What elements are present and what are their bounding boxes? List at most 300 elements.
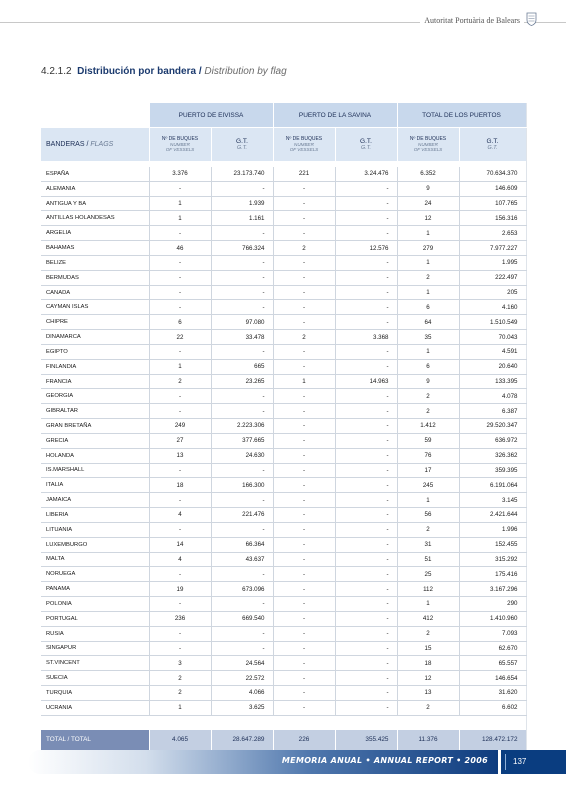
vessels-total: 1 xyxy=(397,344,459,359)
gt-eivissa: 2.223.306 xyxy=(211,419,273,434)
gt-total: 6.191.064 xyxy=(459,478,526,493)
flag-name: LIBERIA xyxy=(41,508,149,523)
flag-name: RUSIA xyxy=(41,626,149,641)
flag-name: ANTILLAS HOLANDESAS xyxy=(41,211,149,226)
vessels-total: 18 xyxy=(397,656,459,671)
vessels-total: 2 xyxy=(397,389,459,404)
flag-name: GRECIA xyxy=(41,433,149,448)
gt-total: 152.455 xyxy=(459,537,526,552)
gt-total: 315.292 xyxy=(459,552,526,567)
table-row xyxy=(41,255,526,270)
section-number: 4.2.1.2 xyxy=(41,66,72,77)
gt-savina: 14.963 xyxy=(335,374,397,389)
vessels-total: 279 xyxy=(397,241,459,256)
gt-total: 205 xyxy=(459,285,526,300)
table-row xyxy=(41,700,526,715)
gt-total: 31.620 xyxy=(459,685,526,700)
table-row xyxy=(41,448,526,463)
table-row xyxy=(41,270,526,285)
flag-name: GIBRALTAR xyxy=(41,404,149,419)
gt-total: 6.602 xyxy=(459,700,526,715)
flag-name: ARGELIA xyxy=(41,226,149,241)
gt-eivissa: - xyxy=(211,226,273,241)
vessels-savina: - xyxy=(273,508,335,523)
flag-name: CAYMAN ISLAS xyxy=(41,300,149,315)
gt-savina: - xyxy=(335,285,397,300)
table-row xyxy=(41,181,526,196)
vessels-savina: - xyxy=(273,478,335,493)
gt-savina: - xyxy=(335,685,397,700)
gt-savina: - xyxy=(335,270,397,285)
gt-eivissa: 24.630 xyxy=(211,448,273,463)
gt-eivissa: 3.625 xyxy=(211,700,273,715)
gt-total: 62.670 xyxy=(459,641,526,656)
vessels-eivissa: 1 xyxy=(149,211,211,226)
vessels-savina: - xyxy=(273,211,335,226)
col-num-label-en1: NUMBER xyxy=(170,142,190,148)
vessels-eivissa: 13 xyxy=(149,448,211,463)
flag-name: TURQUIA xyxy=(41,685,149,700)
gt-savina: 12.576 xyxy=(335,241,397,256)
flag-name: LITUANIA xyxy=(41,522,149,537)
gt-total: 1.510.549 xyxy=(459,315,526,330)
flag-name: ITALIA xyxy=(41,478,149,493)
col-gt-eivissa xyxy=(211,128,273,162)
gt-eivissa: 4.066 xyxy=(211,685,273,700)
gt-savina: - xyxy=(335,656,397,671)
col-gt-label: G.T. xyxy=(236,138,248,145)
table-row xyxy=(41,611,526,626)
vessels-savina: - xyxy=(273,448,335,463)
table-row xyxy=(41,167,526,181)
vessels-eivissa: - xyxy=(149,493,211,508)
vessels-eivissa: 6 xyxy=(149,315,211,330)
flag-name: POLONIA xyxy=(41,597,149,612)
gt-total: 133.395 xyxy=(459,374,526,389)
crest-icon xyxy=(526,12,537,26)
gt-savina: - xyxy=(335,537,397,552)
gt-savina: - xyxy=(335,478,397,493)
table-row xyxy=(41,404,526,419)
gt-eivissa: 33.478 xyxy=(211,330,273,345)
vessels-eivissa: 3.376 xyxy=(149,167,211,181)
table-row xyxy=(41,196,526,211)
flag-name: IS.MARSHALL xyxy=(41,463,149,478)
footer-banner xyxy=(28,750,498,774)
gt-savina: 3.24.476 xyxy=(335,167,397,181)
vessels-savina: - xyxy=(273,463,335,478)
vessels-savina: 1 xyxy=(273,374,335,389)
vessels-savina: - xyxy=(273,255,335,270)
vessels-total: 6.352 xyxy=(397,167,459,181)
gt-total: 326.362 xyxy=(459,448,526,463)
flag-name: CANADA xyxy=(41,285,149,300)
vessels-savina: - xyxy=(273,196,335,211)
gt-total: 1.995 xyxy=(459,255,526,270)
table-row xyxy=(41,552,526,567)
flag-name: GRAN BRETAÑA xyxy=(41,419,149,434)
col-num-label-en2: OF VESSELS xyxy=(289,147,319,153)
gt-savina: - xyxy=(335,626,397,641)
vessels-total: 17 xyxy=(397,463,459,478)
gt-savina: - xyxy=(335,700,397,715)
footer-annual: ANNUAL REPORT xyxy=(373,756,454,765)
gt-total: 2.421.644 xyxy=(459,508,526,523)
flag-name: SINGAPUR xyxy=(41,641,149,656)
col-gt-total xyxy=(459,128,526,162)
gt-savina: - xyxy=(335,567,397,582)
vessels-eivissa: 27 xyxy=(149,433,211,448)
vessels-total: 64 xyxy=(397,315,459,330)
vessels-total: 31 xyxy=(397,537,459,552)
vessels-eivissa: - xyxy=(149,641,211,656)
vessels-eivissa: 1 xyxy=(149,359,211,374)
flag-name: FRANCIA xyxy=(41,374,149,389)
section-title-es: Distribución por bandera xyxy=(77,66,197,77)
vessels-savina: - xyxy=(273,181,335,196)
vessels-savina: - xyxy=(273,433,335,448)
page-number-divider xyxy=(505,754,506,770)
vessels-eivissa: - xyxy=(149,389,211,404)
table-row xyxy=(41,597,526,612)
gt-eivissa: 1.161 xyxy=(211,211,273,226)
vessels-eivissa: - xyxy=(149,300,211,315)
page-number: 137 xyxy=(513,757,527,766)
flags-header-en: FLAGS xyxy=(90,141,114,148)
table-row xyxy=(41,582,526,597)
table-row xyxy=(41,285,526,300)
gt-eivissa: 23.173.740 xyxy=(211,167,273,181)
footer-title xyxy=(282,756,488,765)
vessels-eivissa: 4 xyxy=(149,552,211,567)
col-num-label-en2: OF VESSELS xyxy=(165,147,195,153)
gt-savina: - xyxy=(335,463,397,478)
gt-savina: - xyxy=(335,582,397,597)
gt-savina: - xyxy=(335,196,397,211)
gt-total: 222.497 xyxy=(459,270,526,285)
vessels-total: 2 xyxy=(397,522,459,537)
vessels-eivissa: - xyxy=(149,181,211,196)
flag-name: PORTUGAL xyxy=(41,611,149,626)
vessels-savina: - xyxy=(273,597,335,612)
vessels-total: 56 xyxy=(397,508,459,523)
gt-eivissa: - xyxy=(211,597,273,612)
flag-name: ST.VINCENT xyxy=(41,656,149,671)
col-num-vessels-eivissa xyxy=(149,128,211,162)
gt-savina: - xyxy=(335,344,397,359)
flag-name: CHIPRE xyxy=(41,315,149,330)
vessels-total: 25 xyxy=(397,567,459,582)
col-gt-label-en: G.T. xyxy=(237,145,247,151)
gt-savina: - xyxy=(335,404,397,419)
vessels-eivissa: - xyxy=(149,597,211,612)
flag-name: LUXEMBURGO xyxy=(41,537,149,552)
table-row xyxy=(41,522,526,537)
gt-total: 1.996 xyxy=(459,522,526,537)
col-num-label-en2: OF VESSELS xyxy=(413,147,443,153)
gt-total: 6.387 xyxy=(459,404,526,419)
gt-savina: - xyxy=(335,448,397,463)
table-row xyxy=(41,656,526,671)
col-num-label-en1: NUMBER xyxy=(294,142,314,148)
table-row xyxy=(41,433,526,448)
total-gt-savina: 355.425 xyxy=(335,730,397,750)
total-row xyxy=(41,730,526,750)
vessels-eivissa: 2 xyxy=(149,374,211,389)
gt-eivissa: 221.476 xyxy=(211,508,273,523)
vessels-eivissa: - xyxy=(149,285,211,300)
flag-name: NORUEGA xyxy=(41,567,149,582)
vessels-total: 1.412 xyxy=(397,419,459,434)
flag-name: UCRANIA xyxy=(41,700,149,715)
vessels-savina: - xyxy=(273,270,335,285)
vessels-savina: - xyxy=(273,537,335,552)
vessels-savina: - xyxy=(273,404,335,419)
gt-savina: - xyxy=(335,493,397,508)
table-row xyxy=(41,374,526,389)
vessels-total: 12 xyxy=(397,211,459,226)
flag-name: DINAMARCA xyxy=(41,330,149,345)
vessels-total: 245 xyxy=(397,478,459,493)
gt-savina: - xyxy=(335,211,397,226)
table-row xyxy=(41,389,526,404)
flags-header xyxy=(41,128,149,162)
gt-total: 1.410.960 xyxy=(459,611,526,626)
vessels-savina: - xyxy=(273,226,335,241)
footer-dot: • xyxy=(365,756,371,765)
vessels-savina: 2 xyxy=(273,241,335,256)
col-gt-savina xyxy=(335,128,397,162)
gt-total: 290 xyxy=(459,597,526,612)
table-row xyxy=(41,344,526,359)
gt-eivissa: - xyxy=(211,181,273,196)
gt-eivissa: 766.324 xyxy=(211,241,273,256)
vessels-savina: - xyxy=(273,419,335,434)
gt-savina: - xyxy=(335,181,397,196)
vessels-total: 13 xyxy=(397,685,459,700)
vessels-total: 2 xyxy=(397,404,459,419)
group-header-eivissa: PUERTO DE EIVISSA xyxy=(149,103,273,128)
table-row xyxy=(41,567,526,582)
gt-eivissa: - xyxy=(211,255,273,270)
gt-total: 7.977.227 xyxy=(459,241,526,256)
flag-name: ALEMANIA xyxy=(41,181,149,196)
table-row xyxy=(41,671,526,686)
table-row xyxy=(41,211,526,226)
total-vessels-savina: 226 xyxy=(273,730,335,750)
header-corner xyxy=(41,103,149,128)
total-gt-eivissa: 28.647.289 xyxy=(211,730,273,750)
flag-name: BELIZE xyxy=(41,255,149,270)
vessels-eivissa: - xyxy=(149,404,211,419)
gt-eivissa: 97.080 xyxy=(211,315,273,330)
gt-eivissa: 673.096 xyxy=(211,582,273,597)
gt-total: 146.609 xyxy=(459,181,526,196)
gt-savina: - xyxy=(335,671,397,686)
gt-eivissa: - xyxy=(211,285,273,300)
vessels-total: 2 xyxy=(397,626,459,641)
gt-total: 359.395 xyxy=(459,463,526,478)
gt-savina: - xyxy=(335,226,397,241)
gt-savina: - xyxy=(335,255,397,270)
vessels-eivissa: 46 xyxy=(149,241,211,256)
vessels-eivissa: - xyxy=(149,344,211,359)
gt-savina: - xyxy=(335,315,397,330)
vessels-savina: - xyxy=(273,685,335,700)
vessels-eivissa: 1 xyxy=(149,700,211,715)
vessels-savina: - xyxy=(273,315,335,330)
vessels-eivissa: 18 xyxy=(149,478,211,493)
table-row xyxy=(41,463,526,478)
gt-total: 20.640 xyxy=(459,359,526,374)
table-row xyxy=(41,641,526,656)
gt-eivissa: - xyxy=(211,493,273,508)
vessels-savina: - xyxy=(273,552,335,567)
col-gt-label: G.T. xyxy=(486,138,499,145)
gt-total: 4.160 xyxy=(459,300,526,315)
gt-eivissa: 665 xyxy=(211,359,273,374)
col-num-vessels-savina xyxy=(273,128,335,162)
total-vessels-eivissa: 4.065 xyxy=(149,730,211,750)
vessels-eivissa: 3 xyxy=(149,656,211,671)
vessels-eivissa: - xyxy=(149,270,211,285)
vessels-eivissa: - xyxy=(149,626,211,641)
gt-savina: - xyxy=(335,433,397,448)
col-num-label: Nº DE BUQUES xyxy=(285,135,323,142)
gt-total: 4.078 xyxy=(459,389,526,404)
gt-eivissa: 377.665 xyxy=(211,433,273,448)
flag-name: PANAMA xyxy=(41,582,149,597)
flag-name: FINLANDIA xyxy=(41,359,149,374)
gt-savina: 3.368 xyxy=(335,330,397,345)
vessels-total: 1 xyxy=(397,493,459,508)
vessels-total: 1 xyxy=(397,285,459,300)
table-row xyxy=(41,478,526,493)
table-row xyxy=(41,315,526,330)
gt-total: 2.653 xyxy=(459,226,526,241)
vessels-total: 24 xyxy=(397,196,459,211)
col-gt-label-en: G.T. xyxy=(361,145,371,151)
col-num-vessels-total xyxy=(397,128,459,162)
vessels-savina: - xyxy=(273,493,335,508)
col-gt-label-en: G.T. xyxy=(487,145,498,151)
flag-name: MALTA xyxy=(41,552,149,567)
gt-eivissa: 24.564 xyxy=(211,656,273,671)
gt-total: 29.520.347 xyxy=(459,419,526,434)
vessels-eivissa: - xyxy=(149,567,211,582)
gt-savina: - xyxy=(335,552,397,567)
vessels-total: 2 xyxy=(397,700,459,715)
footer-year: 2006 xyxy=(464,756,488,765)
vessels-total: 51 xyxy=(397,552,459,567)
gt-total: 7.093 xyxy=(459,626,526,641)
vessels-eivissa: 19 xyxy=(149,582,211,597)
vessels-savina: - xyxy=(273,671,335,686)
col-num-label: Nº DE BUQUES xyxy=(409,135,447,142)
vessels-eivissa: - xyxy=(149,226,211,241)
gt-eivissa: - xyxy=(211,641,273,656)
table-row xyxy=(41,300,526,315)
gt-total: 156.316 xyxy=(459,211,526,226)
gt-total: 3.167.296 xyxy=(459,582,526,597)
gt-savina: - xyxy=(335,300,397,315)
vessels-savina: - xyxy=(273,656,335,671)
gt-eivissa: - xyxy=(211,463,273,478)
gt-eivissa: 43.637 xyxy=(211,552,273,567)
gt-savina: - xyxy=(335,419,397,434)
flag-name: JAMAICA xyxy=(41,493,149,508)
vessels-total: 6 xyxy=(397,359,459,374)
gt-savina: - xyxy=(335,389,397,404)
gt-eivissa: 166.300 xyxy=(211,478,273,493)
table-row xyxy=(41,359,526,374)
total-label: TOTAL / TOTAL xyxy=(41,730,149,750)
flag-name: GEORGIA xyxy=(41,389,149,404)
gt-eivissa: 66.364 xyxy=(211,537,273,552)
gt-eivissa: 23.265 xyxy=(211,374,273,389)
gt-eivissa: 1.939 xyxy=(211,196,273,211)
footer-memoria: MEMORIA ANUAL xyxy=(281,756,363,765)
gt-total: 175.416 xyxy=(459,567,526,582)
vessels-savina: - xyxy=(273,344,335,359)
gt-eivissa: - xyxy=(211,404,273,419)
header-brand: Autoritat Portuària de Balears xyxy=(420,16,524,25)
vessels-eivissa: 4 xyxy=(149,508,211,523)
vessels-eivissa: 236 xyxy=(149,611,211,626)
vessels-total: 35 xyxy=(397,330,459,345)
vessels-eivissa: - xyxy=(149,255,211,270)
vessels-eivissa: 249 xyxy=(149,419,211,434)
footer-dot: • xyxy=(456,756,462,765)
vessels-total: 15 xyxy=(397,641,459,656)
flag-name: HOLANDA xyxy=(41,448,149,463)
vessels-savina: - xyxy=(273,300,335,315)
vessels-savina: - xyxy=(273,522,335,537)
gt-savina: - xyxy=(335,508,397,523)
vessels-total: 412 xyxy=(397,611,459,626)
vessels-savina: - xyxy=(273,611,335,626)
vessels-total: 1 xyxy=(397,597,459,612)
vessels-total: 6 xyxy=(397,300,459,315)
gt-savina: - xyxy=(335,641,397,656)
table-row xyxy=(41,226,526,241)
flag-name: SUECIA xyxy=(41,671,149,686)
vessels-eivissa: - xyxy=(149,522,211,537)
col-num-label: Nº DE BUQUES xyxy=(161,135,199,142)
gt-total: 4.591 xyxy=(459,344,526,359)
group-header-total: TOTAL DE LOS PUERTOS xyxy=(397,103,526,128)
gt-total: 636.972 xyxy=(459,433,526,448)
vessels-total: 1 xyxy=(397,226,459,241)
gt-total: 70.634.370 xyxy=(459,167,526,181)
vessels-eivissa: 1 xyxy=(149,196,211,211)
gt-total: 3.145 xyxy=(459,493,526,508)
table-body xyxy=(41,161,526,715)
gt-eivissa: - xyxy=(211,300,273,315)
gt-total: 146.654 xyxy=(459,671,526,686)
vessels-total: 76 xyxy=(397,448,459,463)
col-num-label-en1: NUMBER xyxy=(418,142,438,148)
vessels-total: 112 xyxy=(397,582,459,597)
group-header-savina: PUERTO DE LA SAVINA xyxy=(273,103,397,128)
gt-eivissa: - xyxy=(211,344,273,359)
table-row xyxy=(41,419,526,434)
gt-eivissa: - xyxy=(211,567,273,582)
flags-header-es: BANDERAS / xyxy=(46,141,89,148)
vessels-savina: - xyxy=(273,389,335,404)
gt-total: 70.043 xyxy=(459,330,526,345)
vessels-eivissa: - xyxy=(149,463,211,478)
